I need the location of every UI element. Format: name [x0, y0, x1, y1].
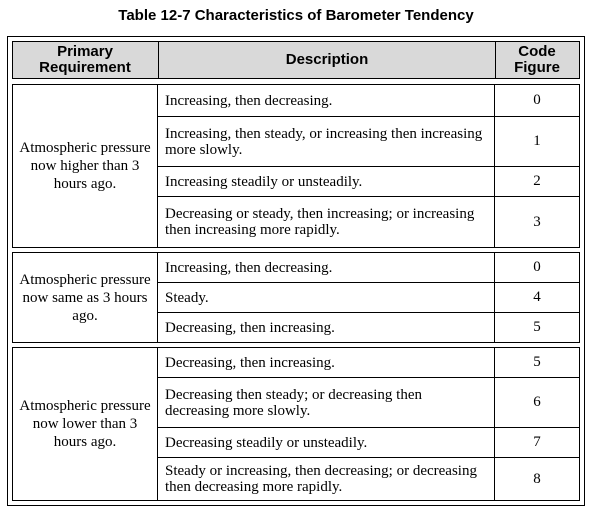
code-figure-cell: 7	[533, 434, 541, 450]
code-figure-cell: 1	[533, 133, 541, 149]
code-figure-cell: 3	[533, 213, 541, 230]
table-row	[158, 167, 579, 197]
description-cell: Increasing, then steady, or increasing then increasing more slowly.	[158, 117, 495, 166]
description-cell: Decreasing, then increasing.	[158, 348, 495, 377]
code-figure-cell: 5	[533, 354, 541, 370]
header-code-figure: Code Figure	[514, 43, 560, 76]
code-figure-cell: 0	[533, 92, 541, 108]
group-pressure-higher	[12, 84, 580, 248]
primary-requirement: Atmospheric pressure now lower than 3 hours ago.	[13, 348, 158, 500]
table-row	[158, 428, 579, 458]
header-primary-requirement: Primary Requirement	[39, 43, 131, 76]
table-title: Table 12-7 Characteristics of Barometer Tendency	[118, 7, 474, 24]
description-cell: Decreasing or steady, then increasing; or increasing then increasing more rapidly.	[158, 197, 495, 247]
description-cell: Decreasing then steady; or decreasing then decreasing more slowly.	[158, 378, 495, 427]
description-cell: Decreasing steadily or unsteadily.	[158, 428, 495, 457]
table-row	[158, 197, 579, 247]
table-row	[158, 348, 579, 378]
primary-requirement: Atmospheric pressure now same as 3 hours ago.	[13, 253, 158, 342]
group-pressure-same	[12, 252, 580, 343]
description-cell: Increasing, then decreasing.	[158, 85, 495, 116]
code-figure-cell: 0	[533, 259, 541, 275]
table-row	[158, 283, 579, 313]
table-row	[158, 458, 579, 500]
description-cell: Steady or increasing, then decreasing; or decreasing then decreasing more rapidly.	[158, 458, 495, 500]
table-row	[158, 85, 579, 117]
code-figure-cell: 6	[533, 394, 541, 410]
table-header	[12, 41, 580, 79]
description-cell: Increasing, then decreasing.	[158, 253, 495, 282]
code-figure-cell: 5	[533, 319, 541, 335]
description-cell: Steady.	[158, 283, 495, 312]
description-cell: Increasing steadily or unsteadily.	[158, 167, 495, 196]
table-row	[158, 117, 579, 167]
code-figure-cell: 4	[533, 289, 541, 305]
code-figure-cell: 2	[533, 173, 541, 189]
table-row	[158, 378, 579, 428]
header-description: Description	[158, 42, 496, 78]
group-pressure-lower	[12, 347, 580, 501]
table-row	[158, 253, 579, 283]
primary-requirement: Atmospheric pressure now higher than 3 hours ago.	[13, 85, 158, 247]
table-row	[158, 313, 579, 342]
code-figure-cell: 8	[533, 470, 541, 487]
description-cell: Decreasing, then increasing.	[158, 313, 495, 342]
